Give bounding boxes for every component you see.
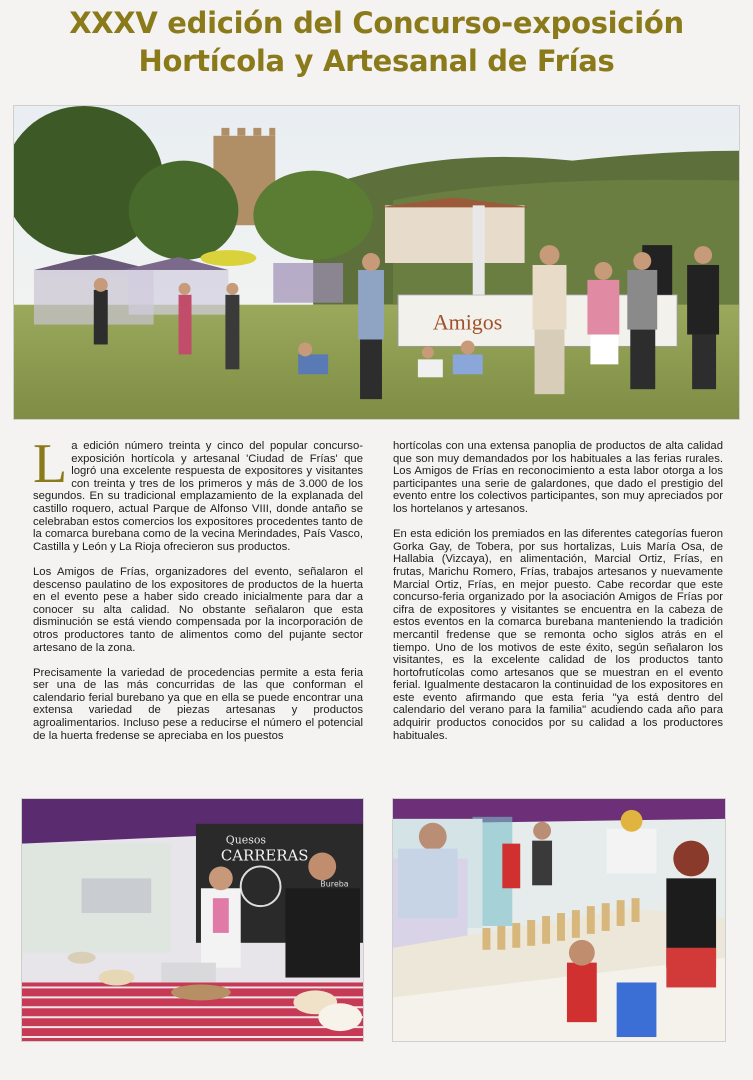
drop-cap: L bbox=[33, 433, 68, 495]
cheese-stall-illustration bbox=[22, 799, 363, 1041]
amigos-banner-text: Amigos bbox=[432, 309, 503, 335]
woodcraft-stall-illustration bbox=[393, 799, 725, 1041]
paragraph bbox=[33, 433, 363, 553]
paragraph: Los Amigos de Frías, organizadores del evento, señalaron el descenso paulatino de los expositores de productos de la huerta en el evento pese a haber sido creado inicialmente para dar a conocer su alta calidad. No obstante señalaron que esta disminución se está viendo compensada por la incorporación de otros productores tanto de alimentos como del pujante sector artesano de la zona. bbox=[33, 565, 363, 654]
fair-esplanade-photo bbox=[13, 105, 740, 420]
paragraph-text: a edición número treinta y cinco del popular concurso-exposición hortícola y artesanal 'Ciudad de Frías' que logró una excelente respuesta de expositores y visitantes con treinta y tres de los primeros y más de 3.000 de los segundos. En su tradicional emplazamiento de la explanada del castillo roquero, actual Parque de Alfonso VIII, donde antaño se celebraban estos comercios los expositores procedentes tanto de la comarca burebana como de la vecina Merindades, País Vasco, Castilla y León y La Rioja ofrecieron sus productos. bbox=[33, 440, 363, 553]
paragraph: Precisamente la variedad de procedencias permite a esta feria ser una de las más concurridas de las que conforman el calendario ferial burebano ya que en ella se puede encontrar una extensa variedad de piezas artesanas y productos agroalimentarios. Incluso pese a reducirse el número el potencial de la huerta fredense se apreciaba en los puestos bbox=[33, 666, 363, 742]
cheese-sign-top: Quesos bbox=[225, 833, 267, 847]
article-column-right bbox=[393, 440, 723, 755]
title-line-1: XXXV edición del Concurso-exposición bbox=[69, 6, 684, 40]
title-line-2: Hortícola y Artesanal de Frías bbox=[138, 44, 615, 78]
fair-scene-illustration bbox=[14, 106, 739, 419]
paragraph: hortícolas con una extensa panoplia de productos de alta calidad que son muy demandados por los habituales a las ferias rurales. Los Amigos de Frías en reconocimiento a esta labor otorga a los participantes una serie de galardones, que dado el prestigio del evento entre los colectivos participantes, son muy apreciados por los hortelanos y artesanos. bbox=[393, 440, 723, 515]
cheese-sign-side: Bureba bbox=[320, 879, 349, 889]
paragraph: En esta edición los premiados en las diferentes categorías fueron Gorka Gay, de Tobera, por sus hortalizas, Luis María Osa, de Hallabia (Vizcaya), en alimentación, Marcial Ortiz, Frías, en frutas, Marichu Romero, Frías, trabajos artesanos y nuevamente Marcial Ortiz, Frías, en mejor puesto. Cabe recordar que este concurso-feria organizado por la asociación Amigos de Frías por cifra de expositores y visitantes se encuentra en la cabeza de estos eventos en la comarca burebana manteniendo la tradición mercantil fredense que se remonta ocho siglos atrás en el tiempo. Uno de los motivos de este éxito, según señalaron los visitantes, es la excelente calidad de los productos tanto hortofrutícolas como artesanos que se muestran en el evento ferial. Igualmente destacaron la continuidad de los expositores en este evento afirmando que esta feria "ya está dentro del calendario del verano para la familia" acudiendo cada año para adquirir productos conocidos por su calidad a los productores habituales. bbox=[393, 528, 723, 742]
cheese-stall-photo bbox=[21, 798, 364, 1042]
cheese-sign-brand: CARRERAS bbox=[220, 846, 309, 865]
woodcraft-stall-photo bbox=[392, 798, 726, 1042]
article-title bbox=[0, 4, 753, 80]
article-column-left bbox=[33, 433, 363, 755]
